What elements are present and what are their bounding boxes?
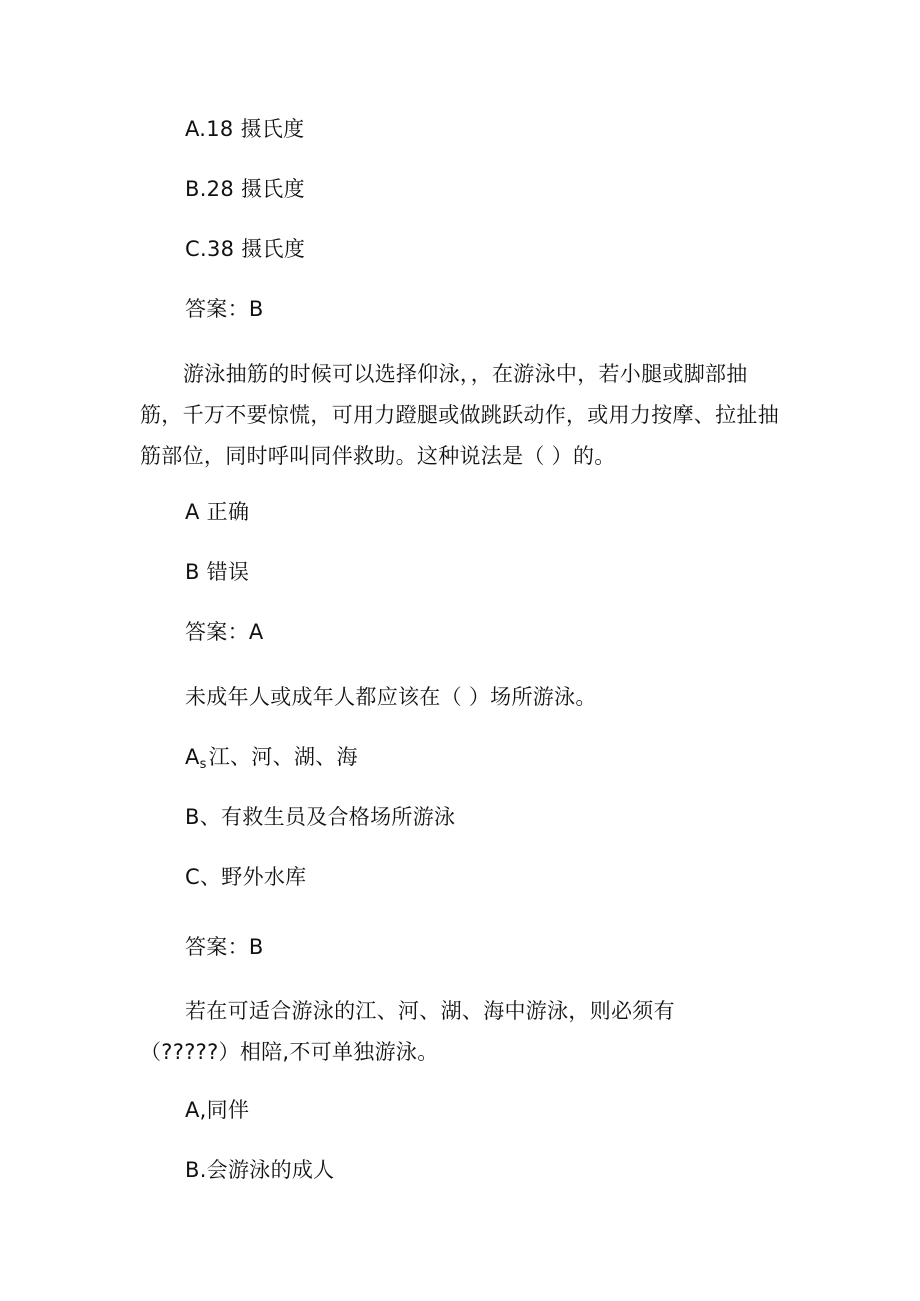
q3-question-text: 未成年人或成年人都应该在（ ）场所游泳。 <box>185 685 597 709</box>
q1-answer: 答案：B <box>185 297 264 321</box>
q2-option-b: B 错误 <box>185 560 250 584</box>
q1-option-a: A.18 摄氏度 <box>185 117 305 141</box>
q3-answer: 答案：B <box>185 935 264 959</box>
q2-answer: 答案：A <box>185 620 264 644</box>
q3-option-b: B、有救生员及合格场所游泳 <box>185 805 456 829</box>
q4-option-b: B.会游泳的成人 <box>185 1158 335 1182</box>
q3-option-a-subscript: s <box>199 757 207 772</box>
q3-option-a-letter: A <box>185 745 200 769</box>
q4-question-line1: 若在可适合游泳的江、河、湖、海中游泳，则必须有 <box>185 999 675 1023</box>
q4-option-a: A,同伴 <box>185 1098 250 1122</box>
q3-option-c: C、野外水库 <box>185 865 307 889</box>
q1-option-c: C.38 摄氏度 <box>185 237 306 261</box>
q2-option-a: A 正确 <box>185 500 250 524</box>
q3-option-a-text: 江、河、湖、海 <box>208 745 358 769</box>
q1-option-b: B.28 摄氏度 <box>185 177 305 201</box>
q2-question-text: 游泳抽筋的时候可以选择仰泳，，在游泳中，若小腿或脚部抽筋，千万不要惊慌，可用力蹬腿或做跳跃动作，或用力按摩、拉扯抽筋部位，同时呼叫同伴救助。这种说法是（ ）的。 <box>140 362 779 468</box>
q4-question-line2: （?????）相陪,不可单独游泳。 <box>140 1040 439 1064</box>
q3-option-a <box>185 742 358 780</box>
